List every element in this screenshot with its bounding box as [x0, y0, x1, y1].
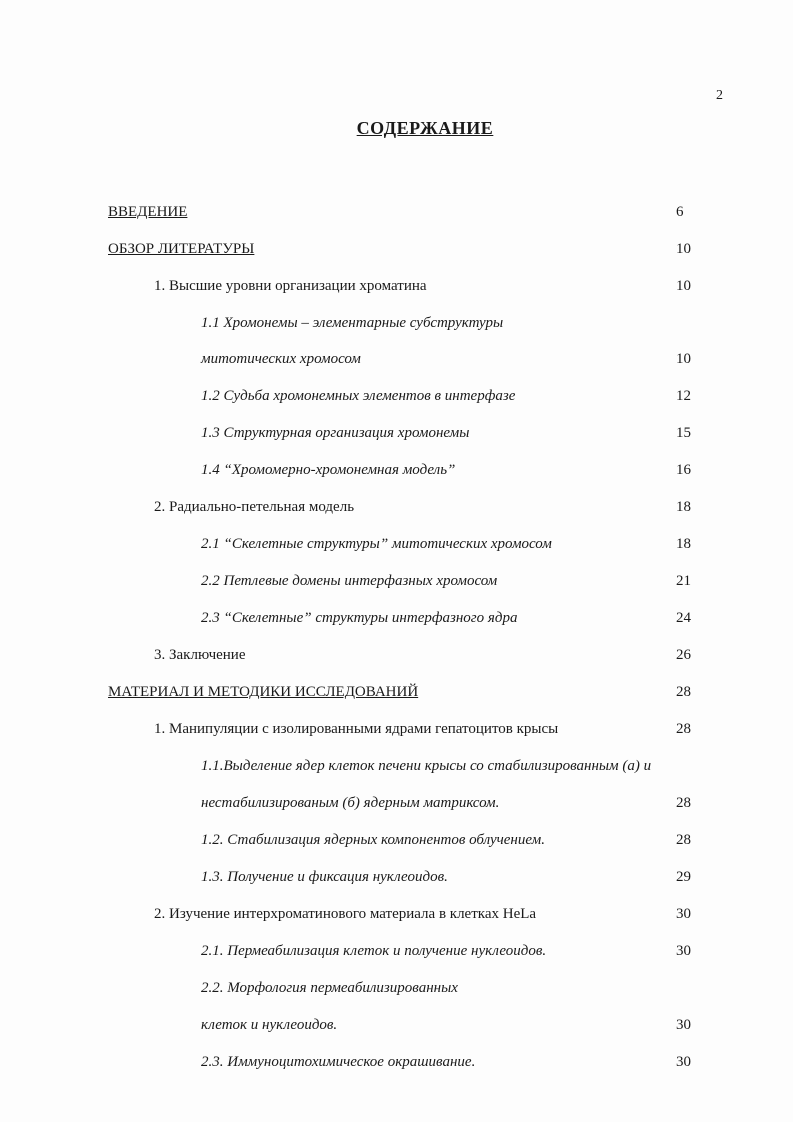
toc-page-number: 30 — [676, 906, 691, 922]
toc-page-number: 28 — [676, 832, 691, 848]
toc-page-number: 21 — [676, 573, 691, 589]
toc-entry-subsection: 1.2 Судьба хромонемных элементов в интерфазе — [201, 388, 516, 404]
toc-page-number: 6 — [676, 204, 684, 220]
toc-entry-subsection: 2.3. Иммуноцитохимическое окрашивание. — [201, 1054, 476, 1070]
toc-entry-introduction[interactable]: ВВЕДЕНИЕ — [108, 204, 188, 220]
toc-page-number: 28 — [676, 684, 691, 700]
toc-page-number: 26 — [676, 647, 691, 663]
toc-entry-subsection: 2.2 Петлевые домены интерфазных хромосом — [201, 573, 498, 589]
toc-entry-section: 1. Манипуляции с изолированными ядрами гепатоцитов крысы — [154, 721, 559, 737]
toc-page-number: 29 — [676, 869, 691, 885]
toc-entry-subsection: 2.1 “Скелетные структуры” митотических хромосом — [201, 536, 552, 552]
toc-entry-materials-methods[interactable]: МАТЕРИАЛ И МЕТОДИКИ ИССЛЕДОВАНИЙ — [108, 684, 419, 700]
toc-page-number: 10 — [676, 351, 691, 367]
toc-entry-literature-review[interactable]: ОБЗОР ЛИТЕРАТУРЫ — [108, 241, 255, 257]
toc-page-number: 28 — [676, 795, 691, 811]
toc-page-number: 30 — [676, 943, 691, 959]
toc-entry-subsection: 1.3 Структурная организация хромонемы — [201, 425, 470, 441]
toc-page-number: 12 — [676, 388, 691, 404]
toc-entry-section: 1. Высшие уровни организации хроматина — [154, 278, 427, 294]
toc-page-number: 24 — [676, 610, 691, 626]
toc-page-number: 10 — [676, 241, 691, 257]
toc-entry-subsection: 1.2. Стабилизация ядерных компонентов облучением. — [201, 832, 545, 848]
toc-entry-subsection: 2.2. Морфология пермеабилизированных — [201, 980, 458, 996]
toc-page-number: 28 — [676, 721, 691, 737]
toc-page-number: 18 — [676, 536, 691, 552]
toc-entry-section: 2. Изучение интерхроматинового материала в клетках HeLa — [154, 906, 537, 922]
toc-entry-subsection: 1.1.Выделение ядер клеток печени крысы со стабилизированным (а) и — [201, 758, 652, 774]
toc-entry-subsection: нестабилизированым (б) ядерным матриксом. — [201, 795, 500, 811]
toc-page-number: 15 — [676, 425, 691, 441]
toc-page-number: 18 — [676, 499, 691, 515]
toc-entry-subsection: 1.1 Хромонемы – элементарные субструктуры — [201, 315, 504, 331]
toc-title: СОДЕРЖАНИЕ — [356, 118, 494, 138]
toc-entry-subsection: 1.4 “Хромомерно-хромонемная модель” — [201, 462, 456, 478]
toc-entry-section: 3. Заключение — [154, 647, 246, 663]
toc-page-number: 16 — [676, 462, 691, 478]
toc-entry-subsection: 1.3. Получение и фиксация нуклеоидов. — [201, 869, 448, 885]
toc-page-number: 30 — [676, 1017, 691, 1033]
toc-entry-subsection: митотических хромосом — [201, 351, 361, 367]
toc-entry-subsection: 2.1. Пермеабилизация клеток и получение нуклеоидов. — [201, 943, 547, 959]
toc-page-number: 10 — [676, 278, 691, 294]
toc-entry-subsection: клеток и нуклеоидов. — [201, 1017, 338, 1033]
page-number: 2 — [716, 88, 723, 103]
toc-entry-section: 2. Радиально-петельная модель — [154, 499, 355, 515]
toc-entry-subsection: 2.3 “Скелетные” структуры интерфазного ядра — [201, 610, 518, 626]
toc-page-number: 30 — [676, 1054, 691, 1070]
